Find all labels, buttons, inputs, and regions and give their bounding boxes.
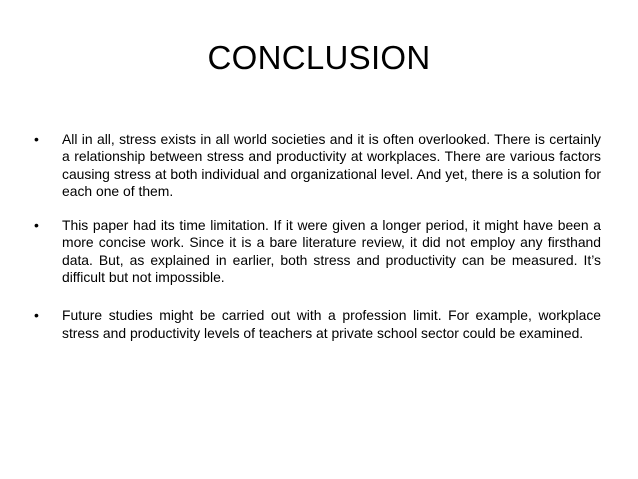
bullet-item (34, 217, 601, 286)
bullet-text: This paper had its time limitation. If it were given a longer period, it might have been a more concise work. Since it is a bare literature review, it did not employ any firsthand data. But, as explained in earlier, both stress and productivity can be measured. It’s difficult but not impossible. (62, 217, 601, 286)
bullet-marker: • (34, 131, 39, 147)
bullet-item (34, 307, 601, 342)
slide-title: CONCLUSION (207, 39, 431, 76)
bullet-marker: • (34, 217, 39, 234)
bullet-marker: • (34, 307, 39, 324)
bullet-item (34, 131, 601, 200)
bullet-list (34, 131, 601, 359)
bullet-text: All in all, stress exists in all world societies and it is often overlooked. There is certainly a relationship between stress and productivity at workplaces. There are various factors causing stress at both individual and organizational level. And yet, there is a solution for each one of them. (62, 131, 601, 199)
bullet-text: Future studies might be carried out with a profession limit. For example, workplace stress and productivity levels of teachers at private school sector could be examined. (62, 307, 601, 341)
